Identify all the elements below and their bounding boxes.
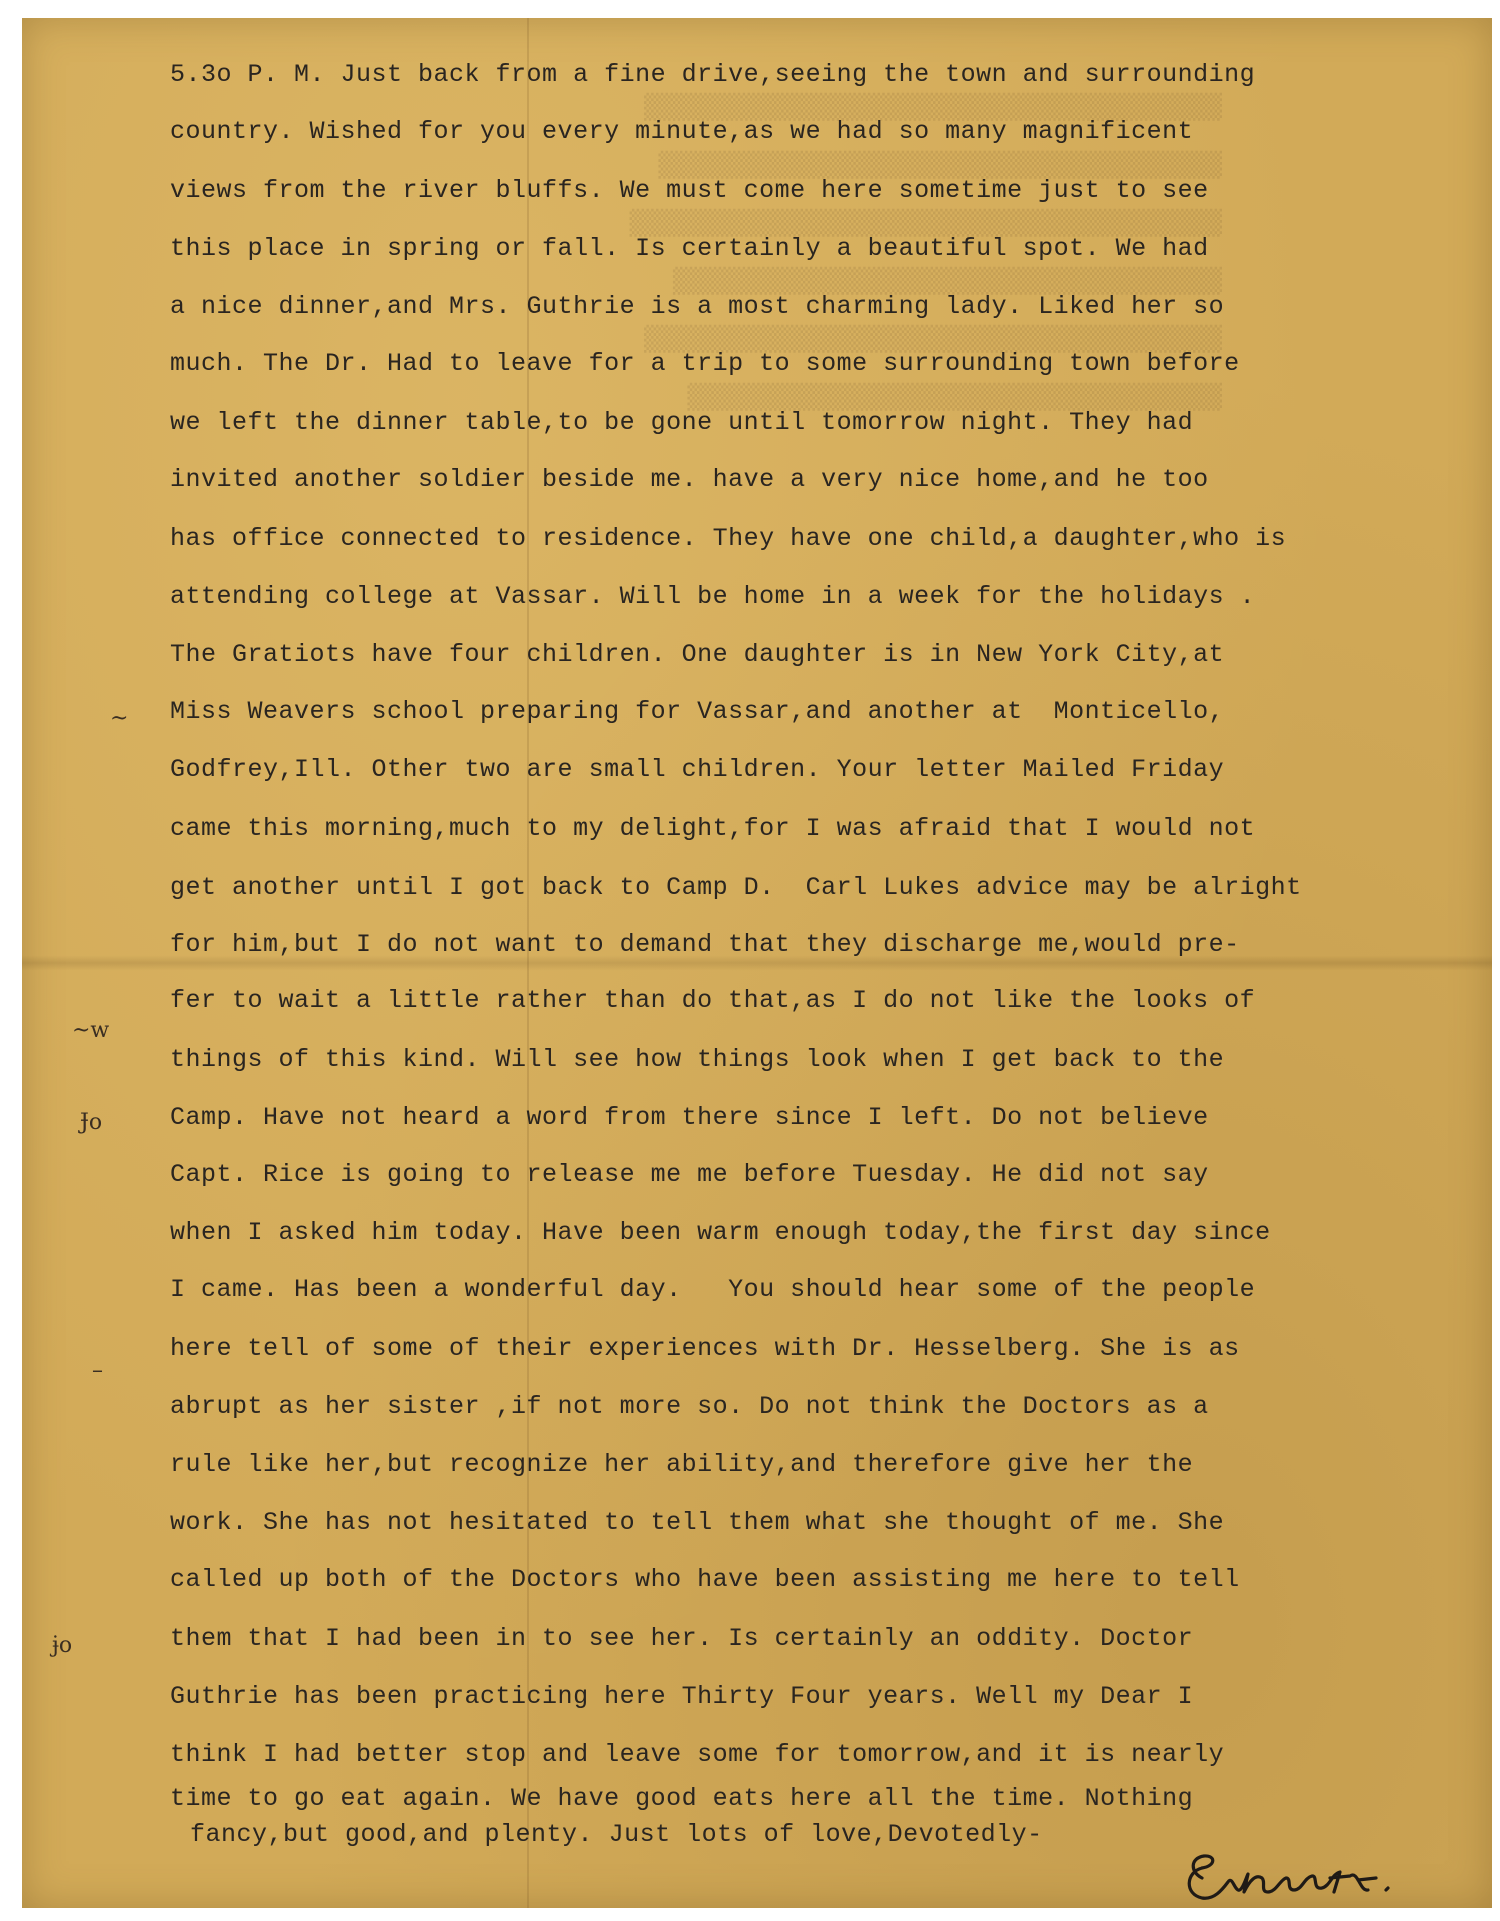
letter-line: I came. Has been a wonderful day. You should hear some of the people [170, 1275, 1256, 1304]
letter-line: 5.3o P. M. Just back from a fine drive,seeing the town and surrounding [170, 60, 1256, 89]
letter-line: work. She has not hesitated to tell them what she thought of me. She [170, 1508, 1225, 1537]
letter-line: Godfrey,Ill. Other two are small children. Your letter Mailed Friday [170, 755, 1225, 784]
letter-line: fancy,but good,and plenty. Just lots of love,Devotedly- [190, 1820, 1043, 1849]
letter-line: came this morning,much to my delight,for I was afraid that I would not [170, 814, 1256, 843]
letter-line: get another until I got back to Camp D. Carl Lukes advice may be alright [170, 873, 1302, 902]
margin-mark: ~w [72, 1018, 110, 1043]
letter-line: Miss Weavers school preparing for Vassar,and another at Monticello, [170, 697, 1225, 726]
letter-line: has office connected to residence. They have one child,a daughter,who is [170, 524, 1287, 553]
margin-mark: – [92, 1358, 103, 1383]
margin-mark: ɉo [52, 1633, 73, 1658]
letter-line: much. The Dr. Had to leave for a trip to some surrounding town before [170, 349, 1240, 378]
letter-line: views from the river bluffs. We must come here sometime just to see [170, 176, 1209, 205]
letter-page [22, 18, 1492, 1908]
letter-line: a nice dinner,and Mrs. Guthrie is a most charming lady. Liked her so [170, 292, 1225, 321]
letter-line: Capt. Rice is going to release me me before Tuesday. He did not say [170, 1160, 1209, 1189]
letter-line: rule like her,but recognize her ability,and therefore give her the [170, 1450, 1194, 1479]
margin-mark: Ɉo [80, 1110, 103, 1135]
letter-line: attending college at Vassar. Will be home in a week for the holidays . [170, 582, 1256, 611]
letter-line: abrupt as her sister ,if not more so. Do not think the Doctors as a [170, 1392, 1209, 1421]
letter-line: this place in spring or fall. Is certainly a beautiful spot. We had [170, 234, 1209, 263]
letter-line: here tell of some of their experiences with Dr. Hesselberg. She is as [170, 1334, 1240, 1363]
letter-line: country. Wished for you every minute,as we had so many magnificent [170, 117, 1194, 146]
signature-everett [1172, 1828, 1422, 1908]
letter-line: called up both of the Doctors who have been assisting me here to tell [170, 1565, 1240, 1594]
letter-line: we left the dinner table,to be gone until tomorrow night. They had [170, 408, 1194, 437]
letter-line: time to go eat again. We have good eats here all the time. Nothing [170, 1784, 1194, 1813]
letter-line: fer to wait a little rather than do that,as I do not like the looks of [170, 986, 1256, 1015]
letter-line: things of this kind. Will see how things look when I get back to the [170, 1045, 1225, 1074]
letter-line: Camp. Have not heard a word from there since I left. Do not believe [170, 1103, 1209, 1132]
letter-line: them that I had been in to see her. Is certainly an oddity. Doctor [170, 1624, 1194, 1653]
letter-line: Guthrie has been practicing here Thirty Four years. Well my Dear I [170, 1682, 1194, 1711]
margin-mark: ~ [110, 706, 129, 731]
bleed-through-texture: ▒▒▒▒▒▒▒▒▒▒▒▒▒▒▒▒▒▒▒▒▒▒▒▒▒▒▒▒▒▒▒▒▒▒▒▒▒▒▒▒ ▒▒▒▒▒▒▒▒▒▒▒▒▒▒▒▒▒▒▒▒▒▒▒▒▒▒▒▒▒▒▒▒▒▒▒▒▒▒▒ ▒▒▒▒▒▒▒▒▒▒▒▒▒▒▒▒▒▒▒▒▒▒▒▒▒▒▒▒▒▒▒▒▒▒▒▒▒▒▒▒▒ ▒▒▒▒▒▒▒▒▒▒▒▒▒▒▒▒▒▒▒▒▒▒▒▒▒▒▒▒▒▒▒▒▒▒▒▒▒▒ ▒▒▒▒▒▒▒▒▒▒▒▒▒▒▒▒▒▒▒▒▒▒▒▒▒▒▒▒▒▒▒▒▒▒▒▒▒▒▒▒ ▒▒▒▒▒▒▒▒▒▒▒▒▒▒▒▒▒▒▒▒▒▒▒▒▒▒▒▒▒▒▒▒▒▒▒▒▒ [629, 93, 1222, 411]
letter-line: think I had better stop and leave some for tomorrow,and it is nearly [170, 1740, 1225, 1769]
letter-line: The Gratiots have four children. One daughter is in New York City,at [170, 640, 1225, 669]
letter-line: invited another soldier beside me. have a very nice home,and he too [170, 465, 1209, 494]
letter-line: for him,but I do not want to demand that they discharge me,would pre- [170, 930, 1240, 959]
letter-line: when I asked him today. Have been warm enough today,the first day since [170, 1218, 1271, 1247]
